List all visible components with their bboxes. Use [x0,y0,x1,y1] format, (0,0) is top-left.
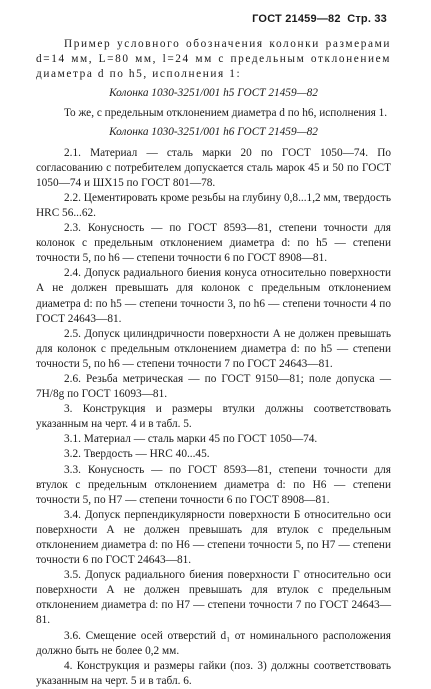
clause-3: 3. Конструкция и размеры втулки должны соответствовать указанным на черт. 4 и в табл. 5. [36,403,391,431]
example-variant-paragraph: То же, с предельным отклонением диаметра d по h6, исполнения 1. [64,107,388,120]
clause-2-2: 2.2. Цементировать кроме резьбы на глубину 0,8...1,2 мм, твердость HRC 56...62. [36,191,391,219]
clause-3-2: 3.2. Твердость — HRC 40...45. [64,448,210,461]
designation-example-h5: Колонка 1030-3251/001 h5 ГОСТ 21459—82 [109,87,318,100]
clause-2-6: 2.6. Резьба метрическая — по ГОСТ 9150—81; поле допуска — 7H/8g по ГОСТ 16093—81. [36,372,391,401]
clause-3-4: 3.4. Допуск перпендикулярности поверхности Б относительно оси поверхности А не должен превышать для втулок с предельным отклонением диаметра d: по H6 — степени точности 5, по H7 — степени точности 6 по ГОСТ 24643—81. [36,508,391,567]
document-body [36,37,391,689]
clause-3-1: 3.1. Материал — сталь марки 45 по ГОСТ 1050—74. [64,433,318,446]
page-number: Стр. 33 [347,13,387,25]
clause-4: 4. Конструкция и размеры гайки (поз. 3) должны соответствовать указанным на черт. 5 и в табл. 6. [36,659,391,687]
clause-3-5: 3.5. Допуск радиального биения поверхности Г относительно оси поверхности А не должен превышать для втулок с предельным отклонением диаметра d: по H7 — степени точности 7 по ГОСТ 24643—81. [36,569,391,627]
clause-3-6: 3.6. Смещение осей отверстий d₁ от номинального расположения должно быть не более 0,2 мм. [36,629,391,657]
example-intro-paragraph: Пример условного обозначения колонки размерами d=14 мм, L=80 мм, l=24 мм с предельным отклонением диаметра d по h5, исполнения 1: [36,38,391,81]
clause-2-5: 2.5. Допуск цилиндричности поверхности А не должен превышать для колонок с предельным отклонением диаметра d: по h5 — степени точности 5, по h6 — степени точности 7 по ГОСТ 24643—81. [36,327,391,370]
page-header [252,12,387,27]
designation-example-h6: Колонка 1030-3251/001 h6 ГОСТ 21459—82 [109,126,318,139]
clause-2-3: 2.3. Конусность — по ГОСТ 8593—81, степени точности для колонок с предельным отклонением диаметра d: по h5 — степени точности 5, по h6 — степени точности 6 по ГОСТ 8908—81. [36,222,391,265]
clause-3-3: 3.3. Конусность — по ГОСТ 8593—81, степени точности для втулок с предельным отклонением диаметра d: по H6 — степени точности 5, по H7 — степени точности 6 по ГОСТ 8908—81. [36,463,391,506]
standard-number: ГОСТ 21459—82 [252,13,341,25]
clause-2-1: 2.1. Материал — сталь марки 20 по ГОСТ 1050—74. По согласованию с потребителем допускается сталь марок 45 и 50 по ГОСТ 1050—74 и ШХ15 по ГОСТ 801—78. [36,146,391,189]
clause-2-4: 2.4. Допуск радиального биения конуса относительно поверхности А не должен превышать для колонок с предельным отклонением диаметра d: по h5 — степени точности 3, по h6 — степени точности 4 по ГОСТ 24643—81. [36,267,391,325]
